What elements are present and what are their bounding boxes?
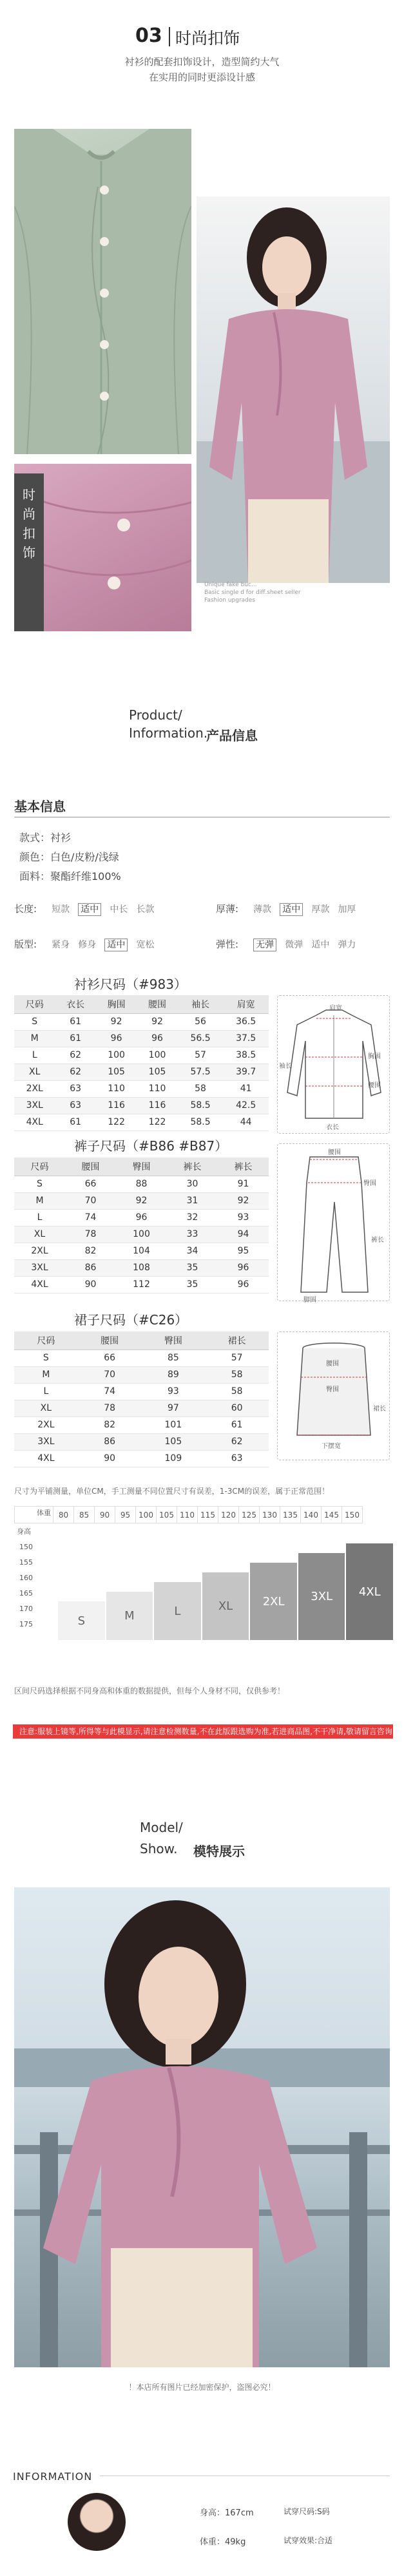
model-info-label: INFORMATION (13, 2470, 93, 2483)
table-row (14, 1433, 269, 1450)
skirt-table-body (14, 1350, 269, 1467)
model-avatar (68, 2493, 126, 2551)
column-header: 尺码 (14, 1331, 78, 1350)
table-row (14, 1209, 269, 1226)
hw-size-band: 2XL (250, 1563, 297, 1640)
scale-option: 弹力 (338, 940, 356, 950)
caption-line: Fashion upgrades (204, 597, 256, 604)
table-cell: 58 (205, 1383, 269, 1400)
table-header-row (14, 995, 269, 1013)
table-cell: L (14, 1047, 55, 1064)
table-row (14, 1259, 269, 1276)
table-cell: 57 (178, 1047, 224, 1064)
table-cell: 61 (55, 1013, 95, 1030)
scale-option: 宽松 (136, 940, 155, 950)
scale-option: 微弹 (285, 940, 303, 950)
table-header-row (14, 1331, 269, 1350)
table-cell: 94 (218, 1226, 269, 1243)
table-row (14, 1114, 269, 1131)
height-weight-chart (14, 1506, 394, 1661)
section-divider (169, 27, 170, 46)
copyright-note: ！本店所有图片已经加密保护，盗图必究！ (128, 2383, 276, 2392)
basic-info-color: 颜色：白色/皮粉/浅绿 (19, 851, 119, 863)
shirt-measure-diagram (277, 995, 390, 1134)
column-header: 胸围 (96, 995, 137, 1013)
scale-thickness (216, 902, 356, 915)
table-cell: 96 (218, 1259, 269, 1276)
table-row (14, 1030, 269, 1047)
table-cell: M (14, 1030, 55, 1047)
pants-table-body (14, 1176, 269, 1293)
green-blouse-illustration (14, 129, 191, 454)
table-row (14, 1400, 269, 1417)
hw-corner-height: 身高 (17, 1527, 31, 1536)
table-cell: 58 (178, 1080, 224, 1097)
hw-height-list (14, 1540, 53, 1632)
model-height: 身高：167cm (200, 2508, 254, 2518)
size-measure-note: 尺寸为平铺测量，单位CM，手工测量不同位置尺寸有误差，1-3CM的误差，属于正常范围！ (14, 1487, 330, 1496)
scale-option: 厚款 (311, 904, 330, 915)
skirt-measure-diagram (277, 1331, 390, 1460)
table-row (14, 1350, 269, 1366)
hw-size-band: XL (202, 1572, 249, 1640)
shirt-size-table (14, 995, 269, 1131)
column-header: 腰围 (78, 1331, 142, 1350)
table-cell: 63 (205, 1450, 269, 1467)
table-cell: 2XL (14, 1417, 78, 1433)
table-cell: 74 (65, 1209, 116, 1226)
table-cell: 93 (142, 1383, 206, 1400)
table-cell: 35 (167, 1259, 218, 1276)
table-cell: 74 (78, 1383, 142, 1400)
shirt-table-body (14, 1013, 269, 1131)
table-cell: 88 (116, 1176, 167, 1192)
column-header: 腰围 (137, 995, 177, 1013)
column-header: 裙长 (205, 1331, 269, 1350)
column-header: 袖长 (178, 995, 224, 1013)
table-row (14, 1226, 269, 1243)
table-cell: 96 (116, 1209, 167, 1226)
table-cell: 44 (223, 1114, 269, 1131)
table-cell: 4XL (14, 1450, 78, 1467)
table-cell: 110 (96, 1080, 137, 1097)
diagram-label: 裙长 (373, 1406, 386, 1413)
table-cell: 56.5 (178, 1030, 224, 1047)
table-cell: M (14, 1366, 78, 1383)
table-cell: 89 (142, 1366, 206, 1383)
section-number: 03 (135, 24, 162, 47)
table-cell: 3XL (14, 1097, 55, 1114)
table-cell: 62 (205, 1433, 269, 1450)
table-row (14, 1176, 269, 1192)
table-cell: 122 (96, 1114, 137, 1131)
table-cell: 93 (218, 1209, 269, 1226)
table-cell: 66 (65, 1176, 116, 1192)
table-cell: 86 (78, 1433, 142, 1450)
table-cell: 2XL (14, 1243, 65, 1259)
pants-measure-diagram (277, 1143, 390, 1304)
table-cell: 92 (137, 1013, 177, 1030)
table-cell: 112 (116, 1276, 167, 1293)
hw-size-band: M (106, 1592, 153, 1640)
table-cell: 39.7 (223, 1064, 269, 1080)
scale-length (14, 902, 154, 915)
scale-option: 薄款 (253, 904, 272, 915)
table-cell: XL (14, 1064, 55, 1080)
scale-option: 紧身 (52, 940, 70, 950)
scale-label: 厚薄: (216, 903, 239, 915)
model-info-card (13, 2451, 390, 2561)
shirt-table-title: 衬衫尺码（#983） (74, 977, 187, 992)
table-cell: 91 (218, 1176, 269, 1192)
table-cell: 70 (65, 1192, 116, 1209)
table-cell: 37.5 (223, 1030, 269, 1047)
table-cell: 58.5 (178, 1097, 224, 1114)
model-show-title: 模特展示 (193, 1844, 245, 1859)
table-cell: 70 (78, 1366, 142, 1383)
table-cell: 4XL (14, 1276, 65, 1293)
column-header: 肩宽 (223, 995, 269, 1013)
model-effect: 试穿效果:合适 (284, 2536, 333, 2545)
diagram-label: 裤长 (371, 1237, 384, 1244)
table-cell: 92 (96, 1013, 137, 1030)
scale-option-selected: 适中 (78, 903, 101, 916)
scale-option: 适中 (311, 940, 330, 950)
scale-option: 短款 (52, 904, 70, 915)
table-cell: 104 (116, 1243, 167, 1259)
product-info-title: 产品信息 (206, 728, 258, 743)
diagram-label: 腰围 (326, 1360, 339, 1368)
hw-weight-cell: 145 (322, 1507, 342, 1523)
table-cell: 3XL (14, 1259, 65, 1276)
table-cell: 86 (65, 1259, 116, 1276)
hw-weight-cell: 100 (136, 1507, 157, 1523)
hw-height-cell: 155 (19, 1558, 33, 1567)
table-cell: 32 (167, 1209, 218, 1226)
table-row (14, 1383, 269, 1400)
table-cell: 95 (218, 1243, 269, 1259)
vertical-tag-char: 扣 (23, 526, 35, 541)
table-cell: 60 (205, 1400, 269, 1417)
table-cell: 33 (167, 1226, 218, 1243)
column-header: 臀围 (116, 1158, 167, 1176)
table-cell: 116 (137, 1097, 177, 1114)
table-cell: 100 (116, 1226, 167, 1243)
hw-height-cell: 170 (19, 1605, 33, 1613)
table-cell: 4XL (14, 1114, 55, 1131)
table-row (14, 1366, 269, 1383)
table-cell: 66 (78, 1350, 142, 1366)
hw-weight-cell: 90 (95, 1507, 115, 1523)
table-cell: 41 (223, 1080, 269, 1097)
table-cell: 63 (55, 1097, 95, 1114)
table-cell: XL (14, 1226, 65, 1243)
table-cell: 110 (137, 1080, 177, 1097)
hw-height-cell: 165 (19, 1589, 33, 1598)
hw-weight-cell: 115 (198, 1507, 218, 1523)
table-cell: 96 (96, 1030, 137, 1047)
pants-size-table (14, 1158, 269, 1293)
table-row (14, 1276, 269, 1293)
caption-line: Unique fake buc... (204, 582, 257, 588)
table-cell: 116 (96, 1097, 137, 1114)
model-weight: 体重：49kg (200, 2537, 246, 2547)
skirt-size-table (14, 1331, 269, 1467)
table-cell: 105 (137, 1064, 177, 1080)
diagram-label: 肩宽 (329, 1005, 342, 1012)
table-cell: L (14, 1383, 78, 1400)
photo-caption (204, 581, 301, 604)
hw-size-band: L (154, 1582, 201, 1640)
hw-weight-cell: 140 (301, 1507, 322, 1523)
table-cell: 105 (96, 1064, 137, 1080)
hw-height-cell: 175 (19, 1620, 33, 1628)
table-cell: 122 (137, 1114, 177, 1131)
hw-note: 区间尺码选择根据不同身高和体重的数据提供，但每个人身材不同，仅供参考！ (14, 1686, 285, 1695)
scale-option-selected: 适中 (104, 939, 128, 951)
basic-info-fabric: 面料：聚酯纤维100% (19, 870, 121, 883)
table-cell: 97 (142, 1400, 206, 1417)
scale-option: 长款 (136, 904, 155, 915)
table-cell: 30 (167, 1176, 218, 1192)
diagram-label: 衣长 (326, 1124, 339, 1131)
shirt-outline-icon (278, 996, 390, 1134)
column-header: 臀围 (142, 1331, 206, 1350)
diagram-label: 腰围 (368, 1082, 381, 1089)
hw-size-bands (58, 1543, 393, 1640)
table-row (14, 1450, 269, 1467)
hw-weight-cell: 150 (342, 1507, 363, 1523)
hw-size-band: S (58, 1601, 105, 1640)
table-cell: XL (14, 1400, 78, 1417)
hw-height-cell: 160 (19, 1574, 33, 1582)
hw-height-cell: 150 (19, 1543, 33, 1551)
table-cell: 61 (55, 1114, 95, 1131)
table-row (14, 1013, 269, 1030)
hw-weight-row (15, 1507, 363, 1523)
table-cell: 90 (78, 1450, 142, 1467)
table-cell: 62 (55, 1064, 95, 1080)
table-cell: 2XL (14, 1080, 55, 1097)
diagram-label: 臀围 (363, 1180, 376, 1187)
diagram-label: 下摆宽 (322, 1443, 341, 1450)
table-row (14, 1047, 269, 1064)
model-show-en-line1: Model/ (140, 1820, 183, 1835)
column-header: 尺码 (14, 995, 55, 1013)
table-cell: 58 (205, 1366, 269, 1383)
hw-size-band: 4XL (346, 1543, 393, 1640)
table-cell: 56 (178, 1013, 224, 1030)
diagram-label: 脚围 (303, 1297, 316, 1304)
scale-label: 弹性: (216, 939, 239, 950)
table-row (14, 1080, 269, 1097)
table-row (14, 1064, 269, 1080)
table-cell: S (14, 1350, 78, 1366)
model-illustration (197, 196, 390, 583)
table-cell: 38.5 (223, 1047, 269, 1064)
table-cell: 61 (205, 1417, 269, 1433)
diagram-label: 袖长 (279, 1063, 292, 1070)
scale-option: 中长 (110, 904, 128, 915)
diagram-label: 胸围 (368, 1053, 381, 1060)
column-header: 尺码 (14, 1158, 65, 1176)
table-cell: 31 (167, 1192, 218, 1209)
hw-weight-cell: 135 (280, 1507, 301, 1523)
section-title: 时尚扣饰 (175, 29, 240, 48)
scale-label: 版型: (14, 939, 37, 950)
table-row (14, 1192, 269, 1209)
table-cell: 82 (78, 1417, 142, 1433)
pants-outline-icon (278, 1144, 390, 1302)
section-subtitle-line2: 在实用的同时更添设计感 (148, 72, 255, 83)
table-cell: 92 (218, 1192, 269, 1209)
table-cell: S (14, 1176, 65, 1192)
caption-line: Basic single d for diff.sheet seller (204, 589, 301, 596)
scale-option-selected: 适中 (280, 903, 303, 916)
table-cell: 92 (116, 1192, 167, 1209)
table-row (14, 1097, 269, 1114)
table-cell: 35 (167, 1276, 218, 1293)
diagram-label: 腰围 (328, 1149, 341, 1156)
product-info-en-line2: Information. (129, 725, 208, 741)
table-cell: 101 (142, 1417, 206, 1433)
table-cell: 57.5 (178, 1064, 224, 1080)
scale-option-selected: 无弹 (253, 939, 276, 951)
hw-weight-cell: 95 (115, 1507, 136, 1523)
table-cell: S (14, 1013, 55, 1030)
column-header: 裤长 (167, 1158, 218, 1176)
table-cell: 63 (55, 1080, 95, 1097)
hw-height-col (14, 1524, 53, 1632)
table-cell: 109 (142, 1450, 206, 1467)
scale-label: 长度: (14, 903, 37, 915)
vertical-tag (14, 473, 44, 631)
model-show-en-line2: Show. (140, 1841, 178, 1856)
skirt-table-title: 裙子尺码（#C26） (74, 1312, 188, 1328)
hw-weight-cell: 85 (74, 1507, 95, 1523)
table-cell: 108 (116, 1259, 167, 1276)
hw-weight-cell: 120 (218, 1507, 239, 1523)
diagram-label: 臀围 (326, 1386, 339, 1393)
hw-grid (14, 1506, 363, 1523)
table-cell: 78 (78, 1400, 142, 1417)
hw-corner-weight: 体重 (37, 1509, 51, 1517)
table-cell: L (14, 1209, 65, 1226)
table-cell: 100 (137, 1047, 177, 1064)
hw-size-band: 3XL (298, 1553, 345, 1640)
table-cell: 78 (65, 1226, 116, 1243)
table-cell: 105 (142, 1433, 206, 1450)
table-cell: 90 (65, 1276, 116, 1293)
table-row (14, 1417, 269, 1433)
pants-table-title: 裤子尺码（#B86 #B87） (74, 1138, 228, 1154)
table-cell: 42.5 (223, 1097, 269, 1114)
hw-weight-cell: 80 (53, 1507, 74, 1523)
table-cell: 36.5 (223, 1013, 269, 1030)
table-cell: 3XL (14, 1433, 78, 1450)
vertical-tag-char: 饰 (23, 545, 35, 560)
basic-info-title: 基本信息 (14, 799, 66, 814)
photo-green-blouse-detail (14, 129, 191, 454)
column-header: 衣长 (55, 995, 95, 1013)
table-cell: M (14, 1192, 65, 1209)
table-cell: 82 (65, 1243, 116, 1259)
hw-weight-cell: 130 (260, 1507, 280, 1523)
table-cell: 100 (96, 1047, 137, 1064)
table-cell: 58.5 (178, 1114, 224, 1131)
scale-fit (14, 937, 154, 951)
table-cell: 34 (167, 1243, 218, 1259)
scale-option: 修身 (78, 940, 97, 950)
hw-weight-cell: 105 (157, 1507, 177, 1523)
red-warning-note: 注意:服装上镜等,所得等与此模显示,请注意检测数量,不在此版跟选购为准,若进商品图,不干净请,敬请留言咨询 (13, 1724, 393, 1739)
product-info-en-line1: Product/ (129, 707, 182, 723)
table-row (14, 1243, 269, 1259)
table-header-row (14, 1158, 269, 1176)
hw-weight-cell: 110 (177, 1507, 198, 1523)
table-cell: 62 (55, 1047, 95, 1064)
model-show-illustration (14, 1887, 390, 2367)
model-size-tried: 试穿尺码:S码 (284, 2507, 330, 2516)
photo-model-show (14, 1887, 390, 2367)
column-header: 裤长 (218, 1158, 269, 1176)
table-cell: 61 (55, 1030, 95, 1047)
table-cell: 96 (218, 1276, 269, 1293)
hw-corner (15, 1507, 53, 1523)
scale-option: 加厚 (338, 904, 356, 915)
basic-info-style: 款式：衬衫 (19, 832, 72, 844)
table-cell: 57 (205, 1350, 269, 1366)
section-subtitle-line1: 衬衫的配套扣饰设计，造型简约大气 (124, 56, 280, 68)
photo-model-pink-blouse (197, 196, 390, 583)
vertical-tag-char: 时 (23, 487, 35, 502)
table-cell: 96 (137, 1030, 177, 1047)
column-header: 腰围 (65, 1158, 116, 1176)
scale-stretch (216, 937, 356, 951)
vertical-tag-char: 尚 (23, 506, 35, 522)
hw-weight-cell: 125 (239, 1507, 260, 1523)
table-cell: 85 (142, 1350, 206, 1366)
